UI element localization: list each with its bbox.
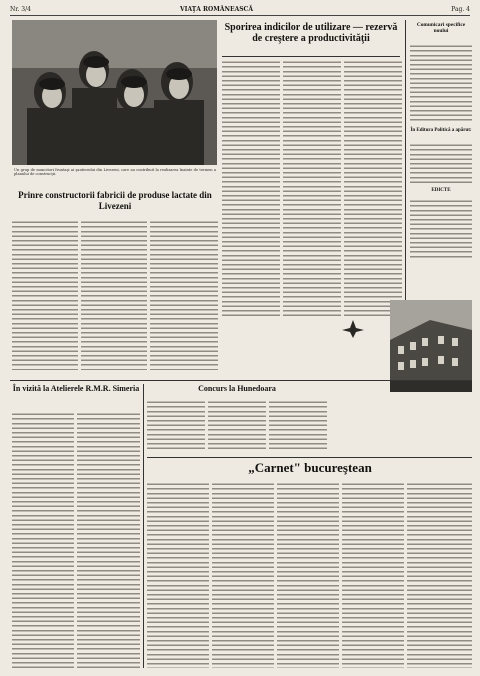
- hunedoara-col-2: [208, 400, 266, 452]
- carnet-col-5: [407, 482, 472, 668]
- sidebar-subtitle-1: În Editura Politică a apărut:: [410, 128, 472, 133]
- sidebar-text-1: [410, 44, 472, 124]
- simeria-divider: [143, 384, 144, 668]
- headline-rule: [222, 56, 400, 57]
- hunedoara-col-1: [147, 400, 205, 452]
- building-photo: [390, 300, 472, 392]
- page-header: [10, 5, 470, 16]
- hunedoara-article-title: Concurs la Hunedoara: [198, 384, 276, 393]
- photo-caption: Un grup de muncitori fruntaşi ai şantierului din Livezeni, care au contribuit la realizarea înainte de termen a planului de construcţii.: [14, 168, 216, 177]
- dairy-col-1: [12, 220, 78, 370]
- building-photo-image: [390, 300, 472, 392]
- main-article-col-3: [344, 60, 402, 318]
- simeria-article-title: În vizită la Atelierele R.M.R. Simeria: [12, 384, 140, 393]
- main-article-col-2: [283, 60, 341, 318]
- dairy-col-3: [150, 220, 218, 370]
- issue-number: Nr. 3/4: [10, 6, 31, 13]
- sidebar-subtitle-2: EDICTE: [431, 188, 451, 193]
- workers-photo-image: [12, 20, 217, 165]
- masthead: VIAŢA ROMÂNEASCĂ: [180, 6, 253, 13]
- carnet-col-1: [147, 482, 209, 668]
- sidebar-title: Comunicari specifice noului: [416, 22, 466, 34]
- dairy-col-2: [81, 220, 147, 370]
- workers-photo: [12, 20, 217, 165]
- carnet-col-4: [342, 482, 404, 668]
- hunedoara-col-3: [269, 400, 327, 452]
- main-headline: Sporirea indicilor de utilizare — rezervă de creştere a productivităţii: [224, 22, 398, 44]
- section-rule: [10, 380, 472, 381]
- page-number: Pag. 4: [451, 6, 470, 13]
- dairy-article-title: Prinre constructorii fabricii de produse lactate din Livezeni: [18, 190, 212, 211]
- sidebar-text-3: [410, 199, 472, 259]
- simeria-col-2: [77, 412, 140, 668]
- emblem-icon: [342, 320, 364, 338]
- sidebar-text-2: [410, 143, 472, 183]
- carnet-col-3: [277, 482, 339, 668]
- carnet-rule-top: [147, 457, 472, 458]
- main-article-col-1: [222, 60, 280, 318]
- carnet-col-2: [212, 482, 274, 668]
- simeria-col-1: [12, 412, 74, 668]
- carnet-article-title: „Carnet" bucureştean: [248, 460, 372, 475]
